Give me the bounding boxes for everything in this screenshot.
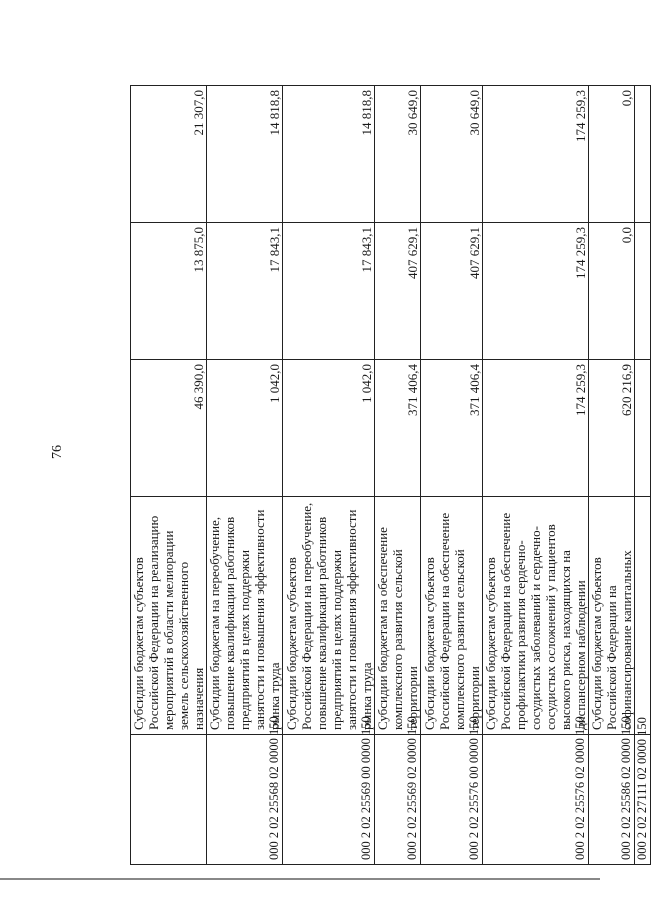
row-value-3: 30 649,0 <box>375 86 421 223</box>
page-number: 76 <box>50 445 65 459</box>
table-row <box>207 86 283 865</box>
row-value-1: 371 406,4 <box>375 360 421 497</box>
row-name: Субсидии бюджетам субъектов Российской Федерации на реализацию мероприятий в области мелиорации земель сельскохозяйственного назначения <box>131 497 207 735</box>
row-value-2: 174 259,3 <box>483 223 589 360</box>
row-value-1: 620 216,9 <box>589 360 635 497</box>
row-value-2: 17 843,1 <box>207 223 283 360</box>
row-value-2: 13 875,0 <box>131 223 207 360</box>
bottom-divider <box>0 878 600 880</box>
row-value-2: 0,0 <box>589 223 635 360</box>
row-code: 000 2 02 25576 00 0000 150 <box>421 735 483 865</box>
row-code: 000 2 02 25586 02 0000 150 <box>589 735 635 865</box>
row-code: 000 2 02 27111 02 0000 150 <box>635 735 651 865</box>
rotated-table-container <box>130 85 649 865</box>
table-row <box>375 86 421 865</box>
row-value-1: 174 259,3 <box>483 360 589 497</box>
row-value-3: 30 649,0 <box>421 86 483 223</box>
row-code <box>131 735 207 865</box>
row-value-2: 407 629,1 <box>375 223 421 360</box>
budget-table <box>130 85 651 865</box>
row-value-3: 174 259,3 <box>483 86 589 223</box>
row-value-1: 371 406,4 <box>421 360 483 497</box>
row-value-2: 407 629,1 <box>421 223 483 360</box>
row-code: 000 2 02 25568 02 0000 150 <box>207 735 283 865</box>
row-value-3: 0,0 <box>589 86 635 223</box>
row-value-3: 14 818,8 <box>207 86 283 223</box>
row-name <box>635 497 651 735</box>
row-code: 000 2 02 25576 02 0000 150 <box>483 735 589 865</box>
row-value-3: 21 307,0 <box>131 86 207 223</box>
table-row <box>589 86 635 865</box>
table-row <box>421 86 483 865</box>
row-name: Субсидии бюджетам субъектов Российской Федерации на обеспечение комплексного развития сельской территории <box>421 497 483 735</box>
row-code: 000 2 02 25569 02 0000 150 <box>375 735 421 865</box>
table-row <box>131 86 207 865</box>
table-row <box>483 86 589 865</box>
row-value-1: 1 042,0 <box>207 360 283 497</box>
row-value-1 <box>635 360 651 497</box>
table-row <box>635 86 651 865</box>
row-value-1: 46 390,0 <box>131 360 207 497</box>
table-row <box>283 86 375 865</box>
row-name: Субсидии бюджетам субъектов Российской Федерации на переобучение, повышение квалификации работников предприятий в целях поддержки занятости и повышения эффективности рынка труда <box>283 497 375 735</box>
row-name: Субсидии бюджетам на обеспечение комплексного развития сельской территории <box>375 497 421 735</box>
row-code: 000 2 02 25569 00 0000 150 <box>283 735 375 865</box>
row-value-3: 14 818,8 <box>283 86 375 223</box>
row-value-3 <box>635 86 651 223</box>
row-name: Субсидии бюджетам субъектов Российской Федерации на обеспечение профилактики развития сердечно-сосудистых заболеваний и сердечно-сосудистых осложнений у пациентов высокого риска, находящихся на диспансерном наблюдении <box>483 497 589 735</box>
row-value-1: 1 042,0 <box>283 360 375 497</box>
row-value-2 <box>635 223 651 360</box>
row-name: Субсидии бюджетам на переобучение, повышение квалификации работников предприятий в целях поддержки занятости и повышения эффективности рынка труда <box>207 497 283 735</box>
row-name: Субсидии бюджетам субъектов Российской Федерации на софинансирование капитальных <box>589 497 635 735</box>
row-value-2: 17 843,1 <box>283 223 375 360</box>
